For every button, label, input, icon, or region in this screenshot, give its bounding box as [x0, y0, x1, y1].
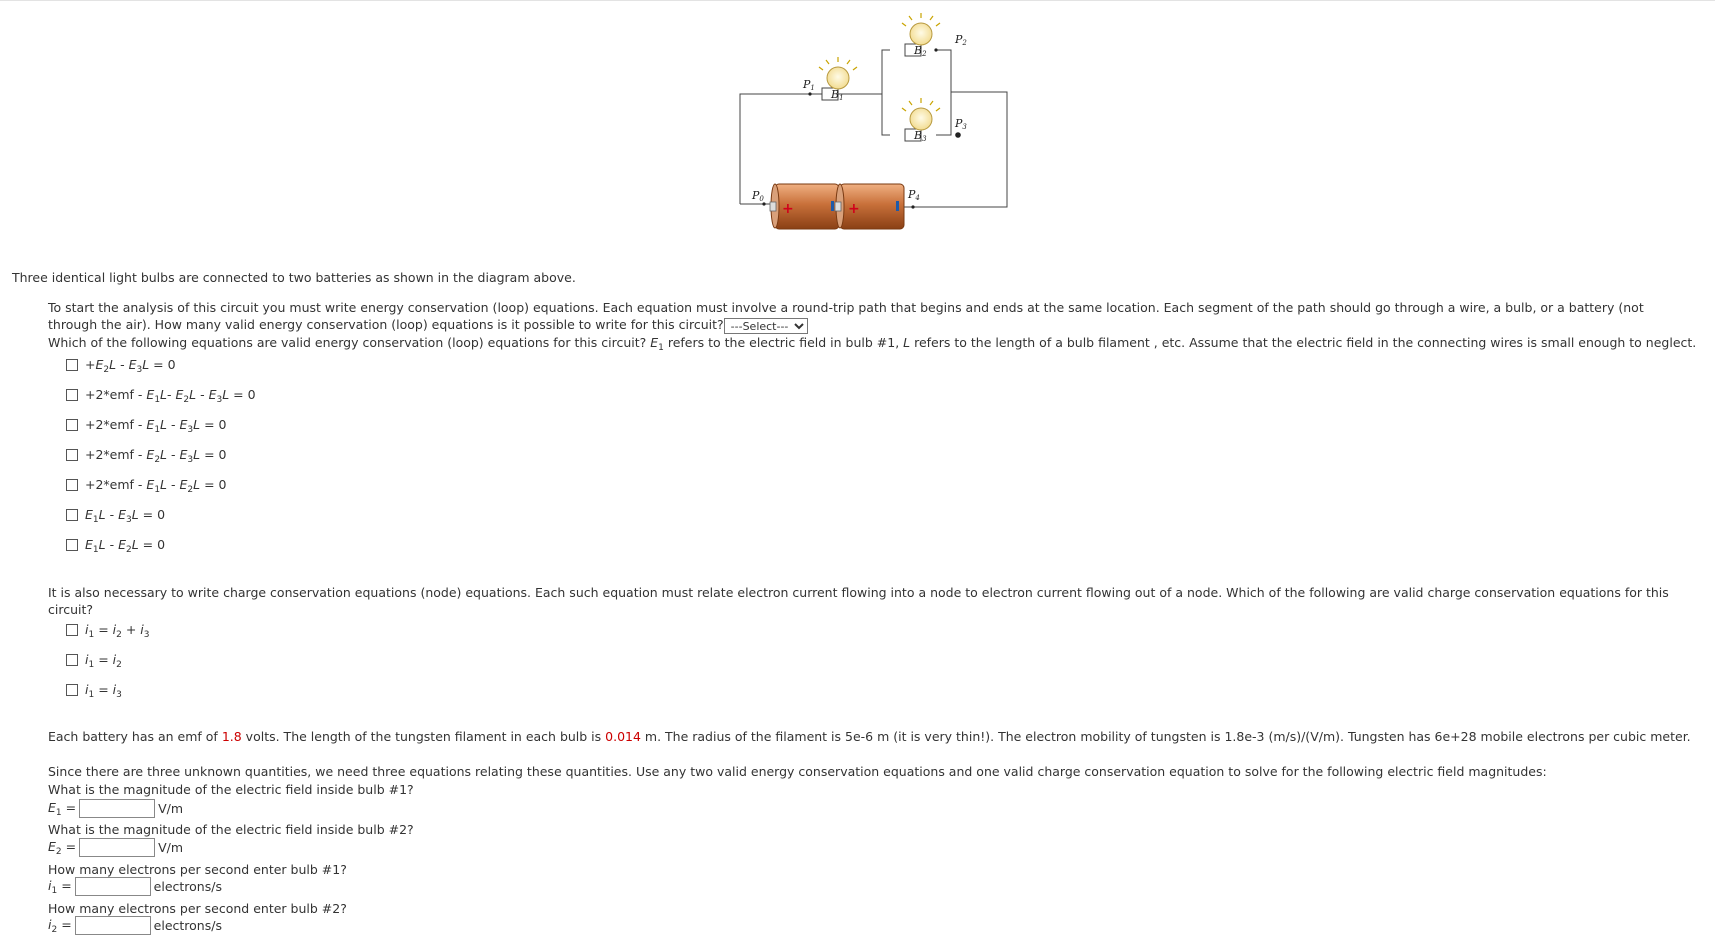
solve-instructions: Since there are three unknown quantities, we need three equations relating these quantities. Use any two valid energy conservation equations and one valid charge conservation equation to solve for the following electric field magnitudes: — [48, 764, 1547, 779]
question-i1: How many electrons per second enter bulb #1? — [48, 862, 347, 877]
answer-row-e1: $E_1 = V/m$ — [48, 800, 184, 818]
wires — [740, 50, 1007, 207]
answer-row-i1: $i_1$ = electrons/s — [48, 878, 222, 896]
point-p1 — [808, 92, 811, 95]
battery-2-plus: + — [848, 201, 860, 217]
answer-row-i2: $i_2$ = electrons/s — [48, 917, 222, 935]
label-p0: P0 — [752, 189, 764, 203]
emf-value: 1.8 — [221, 729, 242, 744]
question-e1: What is the magnitude of the electric field inside bulb #1? — [48, 782, 414, 797]
loop-count-select[interactable] — [724, 318, 808, 334]
label-b3: B3 — [914, 129, 927, 143]
node-option-1-checkbox[interactable] — [66, 624, 78, 636]
node-option-2-checkbox[interactable] — [66, 654, 78, 666]
e2-input[interactable] — [79, 838, 155, 857]
battery-1-plus: + — [782, 201, 794, 217]
loop-option-2-checkbox[interactable] — [66, 389, 78, 401]
loop-option-6-checkbox[interactable] — [66, 509, 78, 521]
node-instructions-line1: It is also necessary to write charge conservation equations (node) equations. Each such equation must relate electron current flowing into a node to electron current flowing out of a node. Which of the following are valid charge conservation equations for this — [48, 585, 1669, 600]
given-values: Each battery has an emf of 1.8 volts. The length of the tungsten filament in each bulb is 0.014 m. The radius of the filament is 5e-6 m (it is very thin!). The electron mobility of tungsten is 1.8e-3 (m/s)/(V/m). Tungsten has 6e+28 mobile electrons per cubic meter. — [48, 729, 1691, 744]
node-option-3[interactable]: $i_1 = i_3$ — [66, 681, 122, 699]
loop-option-4[interactable]: $+2*emf - E_2L - E_3L = 0$ — [66, 446, 226, 464]
loop-option-5[interactable]: $+2*emf - E_1L - E_2L = 0$ — [66, 476, 226, 494]
loop-option-7[interactable]: $E_1L - E_2L = 0$ — [66, 536, 165, 554]
node-instructions-line2: circuit? — [48, 602, 94, 617]
battery-2 — [835, 184, 904, 229]
label-p4: P4 — [908, 188, 920, 202]
loop-option-2[interactable]: $+2*emf - E_1L-$ $E_2L - E_3L = 0$ — [66, 386, 256, 404]
node-option-1[interactable]: $i_1 = i_2 + i_3$ — [66, 621, 150, 639]
point-p3 — [955, 132, 961, 138]
loop-option-6[interactable]: $E_1L - E_3L = 0$ — [66, 506, 165, 524]
label-p2: P2 — [955, 33, 967, 47]
intro-text: Three identical light bulbs are connected to two batteries as shown in the diagram above. — [12, 270, 576, 285]
label-p1: P1 — [803, 78, 815, 92]
label-b1: B1 — [831, 88, 844, 102]
answer-row-e2: $E_2 = V/m$ — [48, 839, 184, 857]
loop-option-1[interactable]: $+E_2L - E_3L = 0$ — [66, 356, 176, 374]
loop-option-3[interactable]: $+2*emf - E_1L - E_3L = 0$ — [66, 416, 226, 434]
e1-input[interactable] — [79, 799, 155, 818]
loop-option-1-checkbox[interactable] — [66, 359, 78, 371]
question-e2: What is the magnitude of the electric field inside bulb #2? — [48, 822, 414, 837]
loop-count-question: through the air). How many valid energy conservation (loop) equations is it possible to write for this circuit? — [48, 317, 724, 332]
loop-instructions-line1: To start the analysis of this circuit you must write energy conservation (loop) equations. Each equation must involve a round-trip path that begins and ends at the same location. Each segment of the path should go through a wire, a bulb, or a battery (not — [48, 300, 1644, 315]
loop-option-4-checkbox[interactable] — [66, 449, 78, 461]
length-value: 0.014 — [605, 729, 641, 744]
loop-option-5-checkbox[interactable] — [66, 479, 78, 491]
label-b2: B2 — [914, 44, 927, 58]
question-i2: How many electrons per second enter bulb #2? — [48, 901, 347, 916]
loop-instructions-line2 — [48, 316, 808, 334]
point-p4 — [911, 205, 914, 208]
loop-option-3-checkbox[interactable] — [66, 419, 78, 431]
loop-equations-question: Which of the following equations are valid energy conservation (loop) equations for this circuit? $E_1$ refers to the electric field in bulb #1, L refers to the length of a bulb filament , etc. Assume that the electric field in the connecting wires is small enough to neglect. — [48, 335, 1697, 353]
loop-option-7-checkbox[interactable] — [66, 539, 78, 551]
top-border — [0, 0, 1715, 1]
i1-input[interactable] — [75, 877, 151, 896]
battery-1 — [770, 184, 839, 229]
node-option-2[interactable]: $i_1 = i_2$ — [66, 651, 122, 669]
node-option-3-checkbox[interactable] — [66, 684, 78, 696]
circuit-diagram — [730, 4, 1015, 239]
label-p3: P3 — [955, 117, 967, 131]
point-p2 — [934, 48, 937, 51]
i2-input[interactable] — [75, 916, 151, 935]
